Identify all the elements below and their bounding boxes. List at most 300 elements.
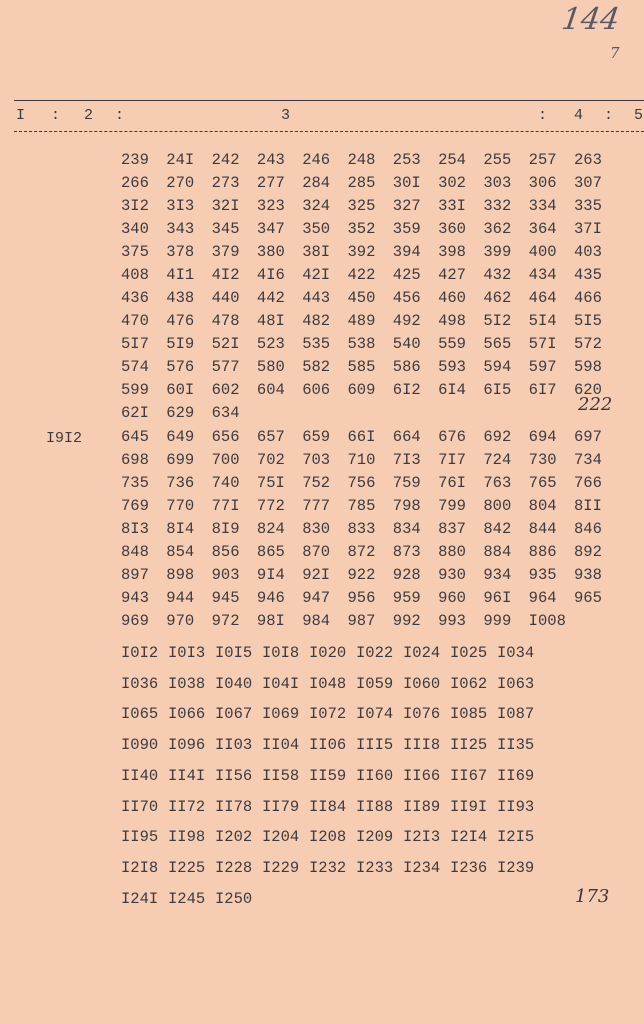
number-entry: 898 bbox=[166, 566, 195, 584]
year-label: I9I2 bbox=[46, 430, 83, 447]
number-entry: 399 bbox=[483, 243, 512, 261]
number-entry: 434 bbox=[528, 266, 557, 284]
number-entry: 30I bbox=[392, 174, 421, 192]
number-entry: 922 bbox=[347, 566, 376, 584]
number-row bbox=[121, 404, 257, 422]
number-entry: 943 bbox=[121, 589, 149, 607]
number-entry: II58 bbox=[262, 766, 300, 785]
number-entry: 972 bbox=[211, 612, 240, 630]
number-entry: I229 bbox=[262, 858, 300, 877]
number-entry: 239 bbox=[121, 151, 149, 169]
number-entry: 456 bbox=[392, 289, 421, 307]
number-entry: 572 bbox=[573, 335, 602, 353]
number-entry: II72 bbox=[168, 797, 206, 816]
number-entry: 892 bbox=[573, 543, 602, 561]
number-entry: 724 bbox=[483, 451, 512, 469]
number-entry: I202 bbox=[215, 828, 253, 847]
number-entry: 620 bbox=[573, 381, 602, 399]
number-entry: 772 bbox=[256, 497, 285, 515]
number-entry: 577 bbox=[211, 358, 240, 376]
number-row bbox=[121, 220, 619, 238]
number-entry: 928 bbox=[392, 566, 421, 584]
number-row bbox=[121, 289, 619, 307]
side-note-173: 173 bbox=[575, 886, 610, 907]
number-row bbox=[121, 566, 619, 584]
number-entry: 752 bbox=[302, 474, 331, 492]
number-entry: 765 bbox=[528, 474, 557, 492]
number-entry: 854 bbox=[166, 543, 195, 561]
number-entry: 48I bbox=[256, 312, 285, 330]
number-entry: 450 bbox=[347, 289, 376, 307]
number-entry: 565 bbox=[483, 335, 512, 353]
number-row bbox=[121, 428, 619, 446]
number-entry: 325 bbox=[347, 197, 376, 215]
number-entry: 378 bbox=[166, 243, 195, 261]
number-entry: III5 bbox=[356, 736, 394, 755]
number-entry: I096 bbox=[168, 736, 206, 755]
handwritten-page-number: 144 bbox=[559, 2, 622, 37]
number-entry: 609 bbox=[347, 381, 376, 399]
number-entry: 634 bbox=[211, 404, 240, 422]
number-entry: 77I bbox=[211, 497, 240, 515]
number-entry: 676 bbox=[438, 428, 466, 446]
number-entry: 8I3 bbox=[121, 520, 149, 538]
number-entry: 523 bbox=[256, 335, 285, 353]
number-entry: 576 bbox=[166, 358, 195, 376]
number-entry: 425 bbox=[392, 266, 421, 284]
number-entry: 438 bbox=[166, 289, 195, 307]
number-entry: 460 bbox=[438, 289, 466, 307]
number-entry: 347 bbox=[256, 220, 285, 238]
number-entry: 442 bbox=[256, 289, 285, 307]
number-entry: 37I bbox=[573, 220, 602, 238]
number-entry: I239 bbox=[497, 858, 535, 877]
number-entry: 934 bbox=[483, 566, 512, 584]
number-entry: 694 bbox=[528, 428, 557, 446]
number-entry: I020 bbox=[309, 644, 347, 662]
number-entry: 8I9 bbox=[211, 520, 240, 538]
number-entry: 804 bbox=[528, 497, 557, 515]
number-entry: 436 bbox=[121, 289, 149, 307]
number-entry: II9I bbox=[450, 797, 488, 816]
number-entry: I067 bbox=[215, 705, 253, 724]
number-entry: I065 bbox=[121, 705, 159, 724]
number-entry: 277 bbox=[256, 174, 285, 192]
number-entry: 947 bbox=[302, 589, 331, 607]
number-entry: 763 bbox=[483, 474, 512, 492]
number-entry: 594 bbox=[483, 358, 512, 376]
side-note-222: 222 bbox=[578, 394, 613, 415]
number-entry: I060 bbox=[403, 674, 441, 693]
number-entry: I232 bbox=[309, 858, 347, 877]
page-number-small: 7 bbox=[610, 44, 620, 62]
number-row bbox=[121, 197, 619, 215]
number-entry: 464 bbox=[528, 289, 557, 307]
number-row bbox=[121, 358, 619, 376]
number-row bbox=[121, 890, 262, 908]
number-entry: I2I3 bbox=[403, 828, 441, 847]
number-row bbox=[121, 543, 619, 561]
number-entry: 4I2 bbox=[211, 266, 240, 284]
number-entry: 759 bbox=[392, 474, 421, 492]
number-entry: 422 bbox=[347, 266, 376, 284]
number-entry: II67 bbox=[450, 766, 488, 785]
number-entry: 57I bbox=[528, 335, 557, 353]
number-entry: 992 bbox=[392, 612, 421, 630]
number-entry: I034 bbox=[497, 644, 535, 662]
number-entry: 846 bbox=[573, 520, 602, 538]
number-entry: 242 bbox=[211, 151, 240, 169]
number-entry: 392 bbox=[347, 243, 376, 261]
number-entry: 959 bbox=[392, 589, 421, 607]
number-entry: 263 bbox=[573, 151, 602, 169]
number-entry: 8I4 bbox=[166, 520, 195, 538]
number-entry: I087 bbox=[497, 705, 535, 724]
number-entry: II79 bbox=[262, 797, 300, 816]
number-entry: 257 bbox=[528, 151, 557, 169]
number-entry: II56 bbox=[215, 766, 253, 785]
number-entry: I209 bbox=[356, 828, 394, 847]
number-entry: 837 bbox=[438, 520, 466, 538]
number-entry: I038 bbox=[168, 674, 206, 693]
number-entry: 702 bbox=[256, 451, 285, 469]
number-entry: 345 bbox=[211, 220, 240, 238]
number-entry: 66I bbox=[347, 428, 376, 446]
number-entry: II70 bbox=[121, 797, 159, 816]
header-sep-1: : bbox=[51, 107, 61, 124]
number-entry: I233 bbox=[356, 858, 394, 877]
number-entry: 710 bbox=[347, 451, 376, 469]
number-entry: 6I2 bbox=[392, 381, 421, 399]
number-row bbox=[121, 767, 544, 785]
number-entry: 4I1 bbox=[166, 266, 195, 284]
number-entry: 5I7 bbox=[121, 335, 149, 353]
number-entry: 593 bbox=[438, 358, 466, 376]
number-entry: I059 bbox=[356, 674, 394, 693]
number-entry: 969 bbox=[121, 612, 149, 630]
number-entry: II35 bbox=[497, 736, 535, 755]
number-entry: 833 bbox=[347, 520, 376, 538]
number-row bbox=[121, 266, 619, 284]
number-entry: 798 bbox=[392, 497, 421, 515]
number-entry: II66 bbox=[403, 766, 441, 785]
number-entry: 692 bbox=[483, 428, 512, 446]
number-entry: II25 bbox=[450, 736, 488, 755]
number-entry: 478 bbox=[211, 312, 240, 330]
number-entry: I024 bbox=[403, 644, 441, 662]
number-entry: 873 bbox=[392, 543, 421, 561]
number-entry: 938 bbox=[573, 566, 602, 584]
number-entry: I24I bbox=[121, 889, 159, 908]
number-entry: I063 bbox=[497, 674, 535, 693]
number-entry: 400 bbox=[528, 243, 557, 261]
number-entry: 352 bbox=[347, 220, 376, 238]
header-col-1: I bbox=[16, 107, 26, 124]
number-entry: 597 bbox=[528, 358, 557, 376]
number-entry: 999 bbox=[483, 612, 512, 630]
number-entry: 60I bbox=[166, 381, 195, 399]
number-entry: I072 bbox=[309, 705, 347, 724]
number-entry: 586 bbox=[392, 358, 421, 376]
number-entry: 92I bbox=[302, 566, 331, 584]
number-entry: 703 bbox=[302, 451, 331, 469]
number-entry: 306 bbox=[528, 174, 557, 192]
number-entry: 408 bbox=[121, 266, 149, 284]
number-entry: 273 bbox=[211, 174, 240, 192]
number-entry: 4I6 bbox=[256, 266, 285, 284]
number-entry: I2I5 bbox=[497, 828, 535, 847]
number-row bbox=[121, 474, 619, 492]
number-entry: 872 bbox=[347, 543, 376, 561]
header-rule-bottom bbox=[14, 131, 644, 132]
header-sep-3: : bbox=[538, 107, 548, 124]
number-entry: 538 bbox=[347, 335, 376, 353]
number-entry: II98 bbox=[168, 828, 206, 847]
number-entry: 897 bbox=[121, 566, 149, 584]
number-entry: 462 bbox=[483, 289, 512, 307]
number-entry: 535 bbox=[302, 335, 331, 353]
number-entry: 323 bbox=[256, 197, 285, 215]
number-entry: I04I bbox=[262, 674, 300, 693]
number-row bbox=[121, 174, 619, 192]
number-entry: 435 bbox=[573, 266, 602, 284]
number-entry: 559 bbox=[438, 335, 466, 353]
number-entry: I0I3 bbox=[168, 644, 206, 662]
number-row bbox=[121, 589, 619, 607]
number-entry: 645 bbox=[121, 428, 149, 446]
number-entry: 285 bbox=[347, 174, 376, 192]
number-entry: 800 bbox=[483, 497, 512, 515]
number-entry: 574 bbox=[121, 358, 149, 376]
number-entry: I0I2 bbox=[121, 644, 159, 662]
number-entry: 585 bbox=[347, 358, 376, 376]
number-entry: 360 bbox=[438, 220, 466, 238]
column-header bbox=[0, 107, 644, 127]
number-entry: 303 bbox=[483, 174, 512, 192]
number-entry: II06 bbox=[309, 736, 347, 755]
number-entry: 935 bbox=[528, 566, 557, 584]
number-entry: I236 bbox=[450, 858, 488, 877]
number-entry: 5I9 bbox=[166, 335, 195, 353]
number-entry: 24I bbox=[166, 151, 195, 169]
number-entry: 432 bbox=[483, 266, 512, 284]
number-entry: 403 bbox=[573, 243, 602, 261]
number-entry: 700 bbox=[211, 451, 240, 469]
number-entry: II40 bbox=[121, 766, 159, 785]
number-entry: 930 bbox=[438, 566, 466, 584]
number-entry: II89 bbox=[403, 797, 441, 816]
number-entry: I0I5 bbox=[215, 644, 253, 662]
number-entry: 470 bbox=[121, 312, 149, 330]
number-entry: I208 bbox=[309, 828, 347, 847]
number-entry: 394 bbox=[392, 243, 421, 261]
number-entry: 659 bbox=[302, 428, 331, 446]
number-entry: 375 bbox=[121, 243, 149, 261]
number-entry: 32I bbox=[211, 197, 240, 215]
number-entry: 649 bbox=[166, 428, 195, 446]
number-entry: 243 bbox=[256, 151, 285, 169]
number-entry: 482 bbox=[302, 312, 331, 330]
number-entry: 965 bbox=[573, 589, 602, 607]
number-entry: 7I7 bbox=[438, 451, 466, 469]
number-entry: 946 bbox=[256, 589, 285, 607]
number-entry: 362 bbox=[483, 220, 512, 238]
number-entry: I225 bbox=[168, 858, 206, 877]
number-entry: I085 bbox=[450, 705, 488, 724]
number-entry: I036 bbox=[121, 674, 159, 693]
number-entry: 98I bbox=[256, 612, 285, 630]
number-entry: 735 bbox=[121, 474, 149, 492]
number-entry: II69 bbox=[497, 766, 535, 785]
number-entry: II88 bbox=[356, 797, 394, 816]
number-entry: 6I4 bbox=[438, 381, 466, 399]
number-entry: 364 bbox=[528, 220, 557, 238]
number-entry: 6I5 bbox=[483, 381, 512, 399]
number-entry: 254 bbox=[438, 151, 466, 169]
number-entry: 443 bbox=[302, 289, 331, 307]
number-entry: 944 bbox=[166, 589, 195, 607]
number-entry: 334 bbox=[528, 197, 557, 215]
number-entry: 824 bbox=[256, 520, 285, 538]
number-entry: 884 bbox=[483, 543, 512, 561]
header-sep-2: : bbox=[115, 107, 125, 124]
number-entry: I062 bbox=[450, 674, 488, 693]
number-entry: 5I2 bbox=[483, 312, 512, 330]
number-entry: 580 bbox=[256, 358, 285, 376]
number-row bbox=[121, 243, 619, 261]
number-entry: 398 bbox=[438, 243, 466, 261]
number-entry: 492 bbox=[392, 312, 421, 330]
number-entry: 343 bbox=[166, 220, 195, 238]
number-entry: 756 bbox=[347, 474, 376, 492]
number-entry: II84 bbox=[309, 797, 347, 816]
number-entry: 340 bbox=[121, 220, 149, 238]
number-entry: 736 bbox=[166, 474, 195, 492]
number-entry: 880 bbox=[438, 543, 466, 561]
header-col-3: 3 bbox=[281, 107, 291, 124]
number-row bbox=[121, 859, 544, 877]
number-row bbox=[121, 675, 544, 693]
number-entry: 246 bbox=[302, 151, 331, 169]
number-entry: 698 bbox=[121, 451, 149, 469]
header-col-2: 2 bbox=[84, 107, 94, 124]
number-row bbox=[121, 451, 619, 469]
number-entry: 379 bbox=[211, 243, 240, 261]
number-entry: I250 bbox=[215, 889, 253, 908]
number-row bbox=[121, 497, 619, 515]
number-entry: II59 bbox=[309, 766, 347, 785]
number-entry: 332 bbox=[483, 197, 512, 215]
number-entry: I069 bbox=[262, 705, 300, 724]
number-entry: I022 bbox=[356, 644, 394, 662]
number-entry: 7I3 bbox=[392, 451, 421, 469]
number-entry: 697 bbox=[573, 428, 602, 446]
number-entry: 945 bbox=[211, 589, 240, 607]
number-entry: 8II bbox=[573, 497, 602, 515]
number-entry: 964 bbox=[528, 589, 557, 607]
number-entry: 38I bbox=[302, 243, 331, 261]
number-entry: 5I4 bbox=[528, 312, 557, 330]
number-entry: 33I bbox=[438, 197, 466, 215]
number-entry: 785 bbox=[347, 497, 376, 515]
number-entry: 664 bbox=[392, 428, 421, 446]
number-entry: 75I bbox=[256, 474, 285, 492]
number-entry: I234 bbox=[403, 858, 441, 877]
number-entry: 253 bbox=[392, 151, 421, 169]
number-entry: 498 bbox=[438, 312, 466, 330]
number-entry: 766 bbox=[573, 474, 602, 492]
number-entry: II60 bbox=[356, 766, 394, 785]
number-entry: 848 bbox=[121, 543, 149, 561]
number-entry: 770 bbox=[166, 497, 195, 515]
number-entry: 307 bbox=[573, 174, 602, 192]
number-row bbox=[121, 381, 619, 399]
number-entry: 987 bbox=[347, 612, 376, 630]
number-entry: II78 bbox=[215, 797, 253, 816]
number-entry: 302 bbox=[438, 174, 466, 192]
number-row bbox=[121, 705, 544, 723]
number-row bbox=[121, 612, 574, 630]
number-entry: 3I2 bbox=[121, 197, 149, 215]
number-entry: 834 bbox=[392, 520, 421, 538]
number-entry: 270 bbox=[166, 174, 195, 192]
number-entry: 255 bbox=[483, 151, 512, 169]
number-row bbox=[121, 312, 619, 330]
number-entry: 350 bbox=[302, 220, 331, 238]
number-entry: 903 bbox=[211, 566, 240, 584]
number-entry: I040 bbox=[215, 674, 253, 693]
number-entry: II93 bbox=[497, 797, 535, 816]
number-entry: 427 bbox=[438, 266, 466, 284]
number-entry: 602 bbox=[211, 381, 240, 399]
number-entry: 489 bbox=[347, 312, 376, 330]
number-entry: 42I bbox=[302, 266, 331, 284]
number-entry: I090 bbox=[121, 736, 159, 755]
number-entry: 335 bbox=[573, 197, 602, 215]
header-rule-top bbox=[14, 100, 644, 101]
number-entry: 970 bbox=[166, 612, 195, 630]
number-entry: 380 bbox=[256, 243, 285, 261]
number-entry: II95 bbox=[121, 828, 159, 847]
number-entry: 842 bbox=[483, 520, 512, 538]
number-entry: 984 bbox=[302, 612, 331, 630]
number-entry: 740 bbox=[211, 474, 240, 492]
number-entry: 5I5 bbox=[573, 312, 602, 330]
number-entry: I2I4 bbox=[450, 828, 488, 847]
number-entry: 865 bbox=[256, 543, 285, 561]
number-entry: II4I bbox=[168, 766, 206, 785]
number-entry: 856 bbox=[211, 543, 240, 561]
number-entry: 440 bbox=[211, 289, 240, 307]
number-entry: I074 bbox=[356, 705, 394, 724]
number-entry: 324 bbox=[302, 197, 331, 215]
number-entry: I025 bbox=[450, 644, 488, 662]
number-row bbox=[121, 736, 544, 754]
number-entry: 830 bbox=[302, 520, 331, 538]
number-entry: 284 bbox=[302, 174, 331, 192]
number-entry: III8 bbox=[403, 736, 441, 755]
number-entry: 266 bbox=[121, 174, 149, 192]
number-entry: I2I8 bbox=[121, 858, 159, 877]
number-entry: 3I3 bbox=[166, 197, 195, 215]
number-row bbox=[121, 335, 619, 353]
number-row bbox=[121, 151, 619, 169]
number-entry: 629 bbox=[166, 404, 195, 422]
number-entry: II03 bbox=[215, 736, 253, 755]
number-entry: 582 bbox=[302, 358, 331, 376]
number-entry: II04 bbox=[262, 736, 300, 755]
number-entry: 799 bbox=[438, 497, 466, 515]
